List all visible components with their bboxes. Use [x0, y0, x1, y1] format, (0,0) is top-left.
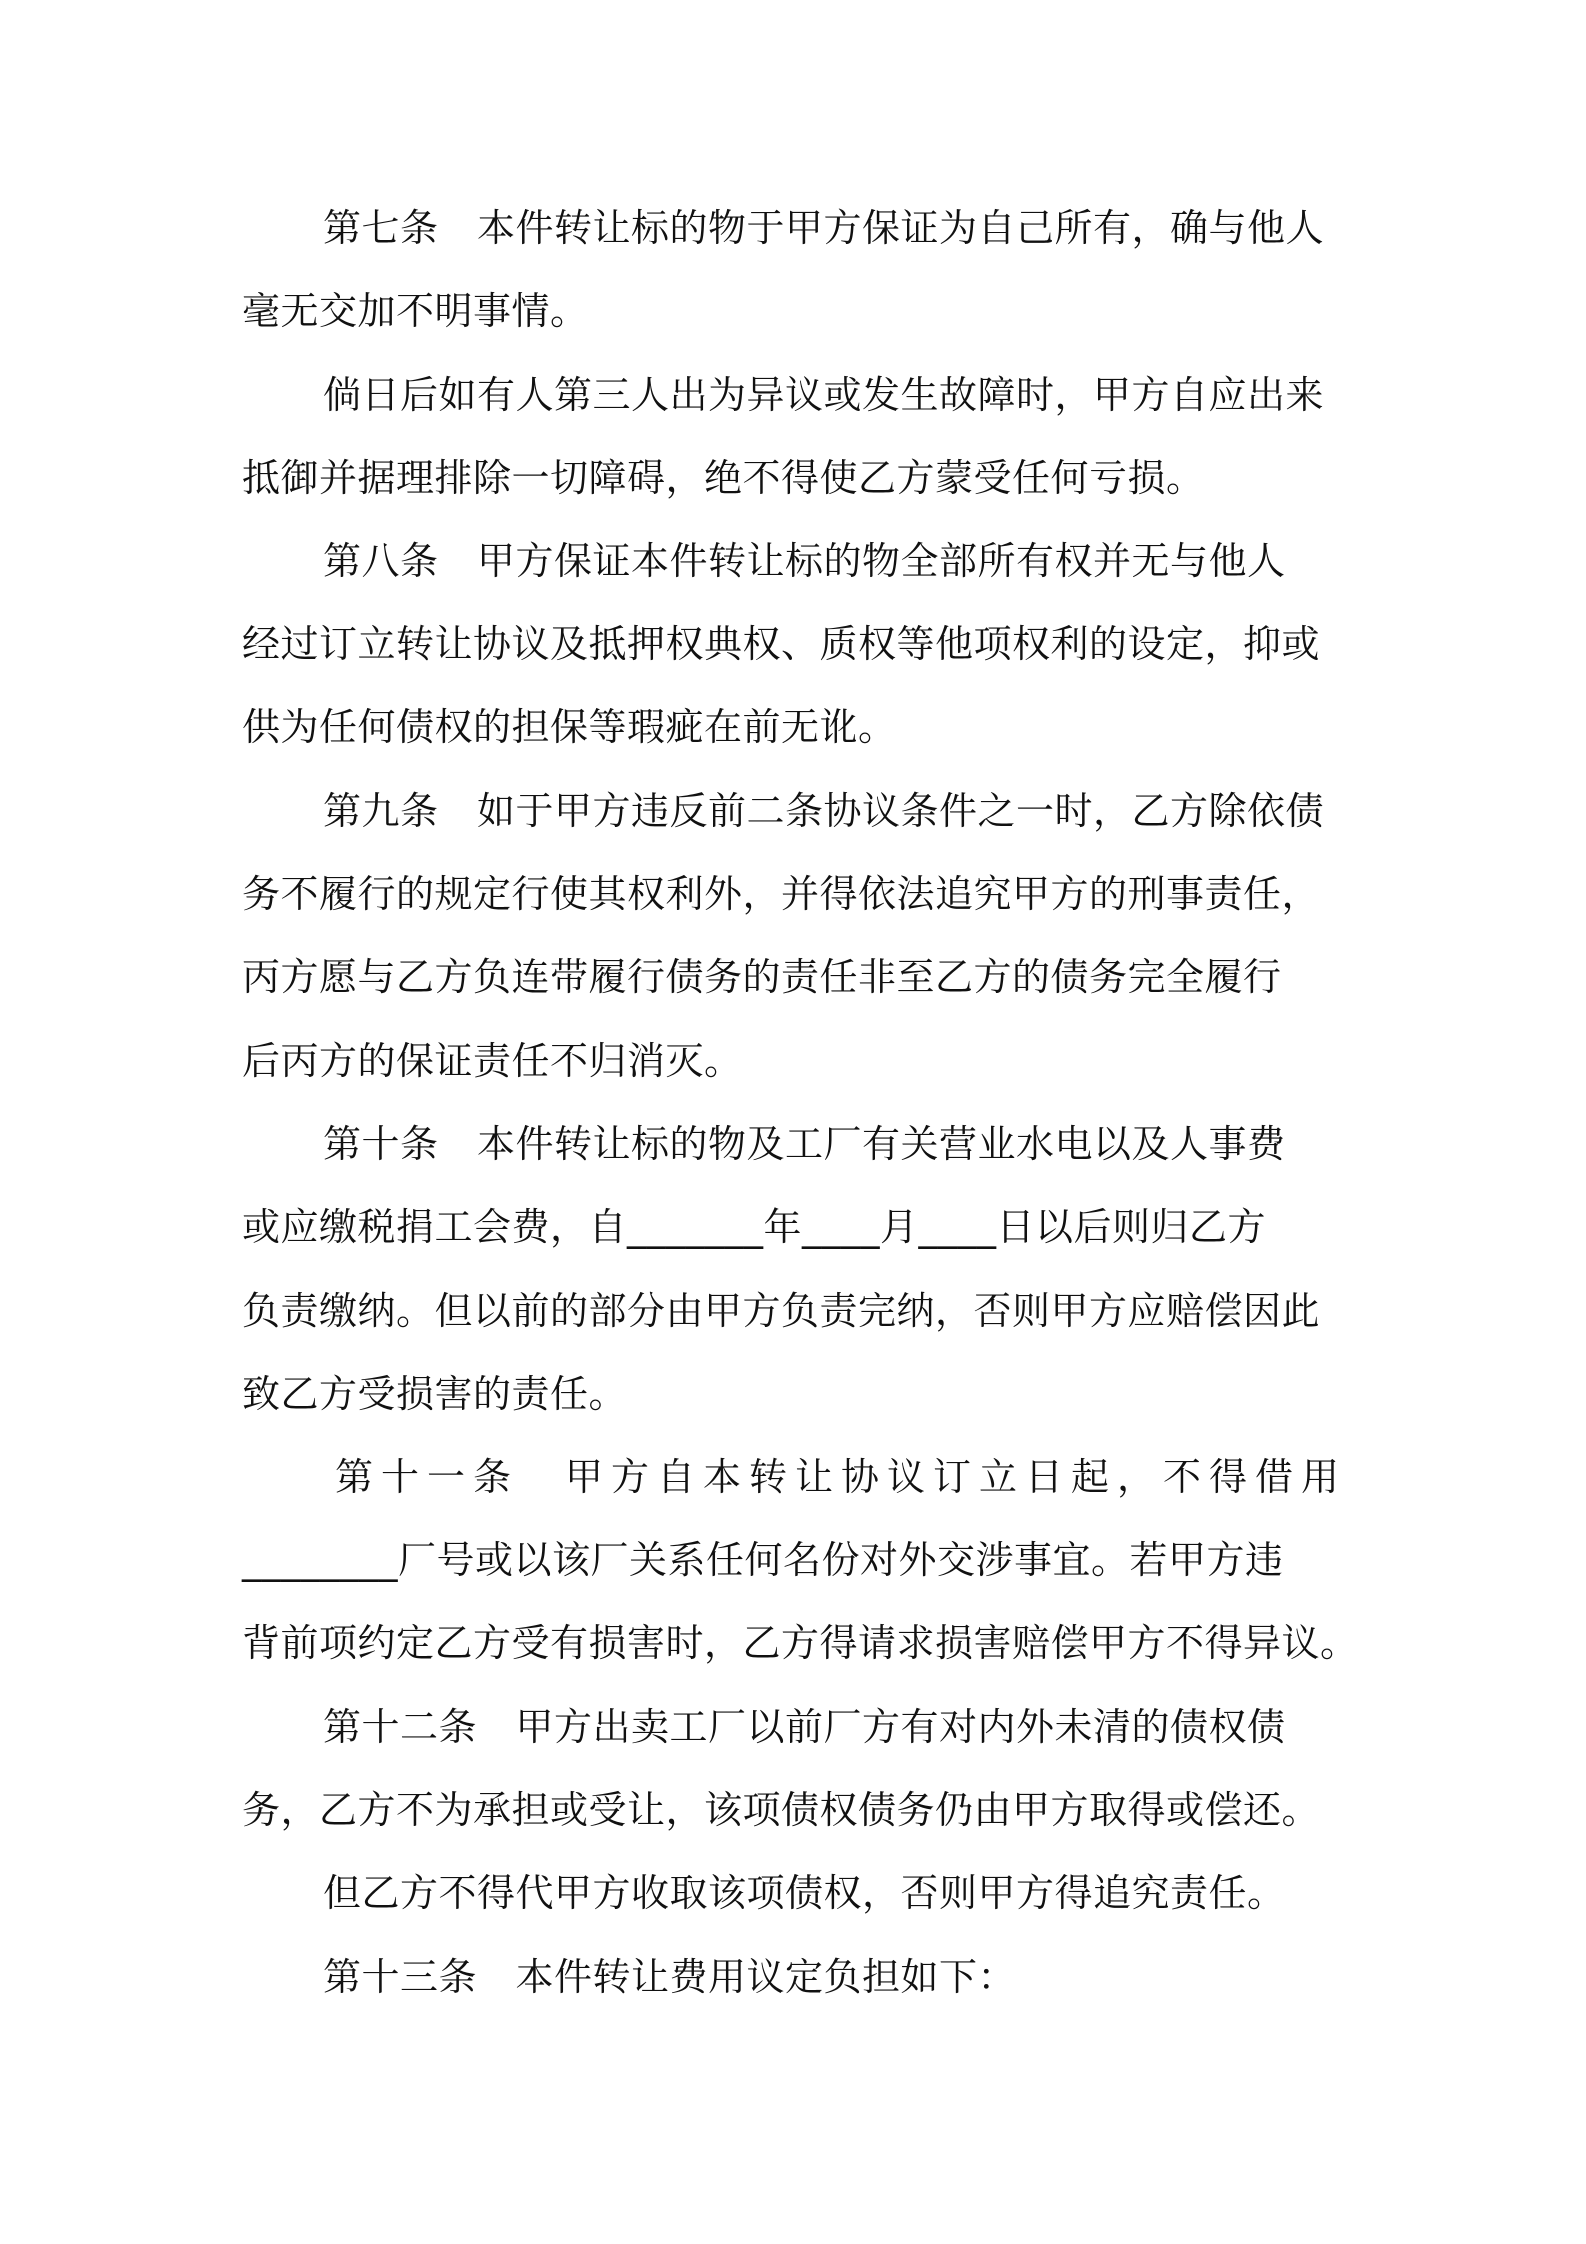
article-11-line-2: ________厂号或以该厂关系任何名份对外交涉事宜。若甲方违	[242, 1538, 1284, 1582]
article-10-line-4: 致乙方受损害的责任。	[242, 1372, 628, 1416]
article-11-line-3: 背前项约定乙方受有损害时，乙方得请求损害赔偿甲方不得异议。	[242, 1621, 1359, 1665]
article-7-line-2: 毫无交加不明事情。	[242, 289, 589, 333]
article-10-line-1: 第十条 本件转让标的物及工厂有关营业水电以及人事费	[323, 1122, 1286, 1166]
article-10-line-3: 负责缴纳。但以前的部分由甲方负责完纳，否则甲方应赔偿因此	[242, 1289, 1321, 1333]
article-9-line-3: 丙方愿与乙方负连带履行债务的责任非至乙方的债务完全履行	[242, 955, 1282, 999]
article-12-line-2: 务，乙方不为承担或受让，该项债权债务仍由甲方取得或偿还。	[242, 1788, 1321, 1832]
article-9-line-2: 务不履行的规定行使其权利外，并得依法追究甲方的刑事责任，	[242, 872, 1321, 916]
article-7-line-1: 第七条 本件转让标的物于甲方保证为自己所有，确与他人	[323, 206, 1325, 250]
article-10-line-2: 或应缴税捐工会费，自_______年____月____日以后则归乙方	[242, 1205, 1267, 1249]
article-9-line-4: 后丙方的保证责任不归消灭。	[242, 1039, 743, 1083]
article-8-line-2: 经过订立转让协议及抵押权典权、质权等他项权利的设定，抑或	[242, 622, 1321, 666]
article-12-line-3: 但乙方不得代甲方收取该项债权，否则甲方得追究责任。	[323, 1871, 1286, 1915]
article-8-line-3: 供为任何债权的担保等瑕疵在前无讹。	[242, 705, 897, 749]
paragraph-line-2: 抵御并据理排除一切障碍，绝不得使乙方蒙受任何亏损。	[242, 456, 1205, 500]
paragraph-line-1: 倘日后如有人第三人出为异议或发生故障时，甲方自应出来	[323, 373, 1325, 417]
article-8-line-1: 第八条 甲方保证本件转让标的物全部所有权并无与他人	[323, 539, 1286, 583]
article-12-line-1: 第十二条 甲方出卖工厂以前厂方有对内外未清的债权债	[323, 1705, 1286, 1749]
article-13-line-1: 第十三条 本件转让费用议定负担如下：	[323, 1955, 1017, 1999]
article-11-line-1: 第十一条 甲方自本转让协议订立日起，不得借用	[335, 1455, 1348, 1499]
article-9-line-1: 第九条 如于甲方违反前二条协议条件之一时，乙方除依债	[323, 789, 1325, 833]
